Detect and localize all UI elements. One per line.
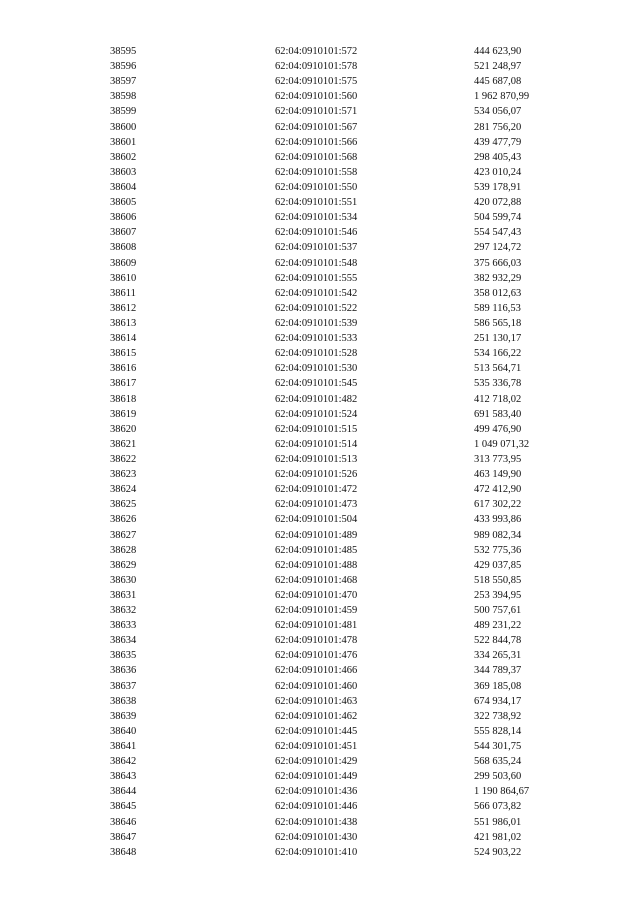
row-number: 38630 [110,574,137,586]
cadastral-value: 522 844,78 [474,635,522,647]
table-row [0,769,640,784]
cadastral-value: 334 265,31 [474,650,522,662]
row-number: 38615 [110,348,137,360]
table-row [0,648,640,663]
cadastral-number: 62:04:0910101:481 [275,620,358,632]
cadastral-number: 62:04:0910101:489 [275,529,358,541]
row-number: 38608 [110,242,137,254]
cadastral-value: 539 178,91 [474,181,522,193]
table-row [0,240,640,255]
cadastral-value: 551 986,01 [474,816,522,828]
cadastral-number: 62:04:0910101:537 [275,242,358,254]
cadastral-number: 62:04:0910101:463 [275,695,358,707]
table-row [0,376,640,391]
cadastral-value: 1 962 870,99 [474,91,530,103]
cadastral-value: 500 757,61 [474,605,522,617]
cadastral-value: 375 666,03 [474,257,522,269]
cadastral-value: 504 599,74 [474,212,522,224]
cadastral-value: 472 412,90 [474,484,522,496]
table-row [0,543,640,558]
row-number: 38603 [110,166,137,178]
row-number: 38599 [110,106,137,118]
cadastral-number: 62:04:0910101:546 [275,227,358,239]
table-row [0,467,640,482]
table-row [0,588,640,603]
table-row [0,845,640,860]
table-row [0,482,640,497]
row-number: 38606 [110,212,137,224]
table-row [0,422,640,437]
row-number: 38629 [110,559,137,571]
table-row [0,392,640,407]
cadastral-number: 62:04:0910101:472 [275,484,358,496]
table-row [0,603,640,618]
cadastral-value: 463 149,90 [474,469,522,481]
cadastral-value: 1 049 071,32 [474,438,530,450]
cadastral-number: 62:04:0910101:429 [275,756,358,768]
row-number: 38633 [110,620,137,632]
cadastral-number: 62:04:0910101:568 [275,151,358,163]
cadastral-value: 518 550,85 [474,574,522,586]
cadastral-number: 62:04:0910101:449 [275,771,358,783]
cadastral-value: 421 981,02 [474,831,522,843]
cadastral-value: 412 718,02 [474,393,522,405]
cadastral-number: 62:04:0910101:488 [275,559,358,571]
table-row [0,225,640,240]
table-row [0,754,640,769]
table-row [0,271,640,286]
cadastral-value: 524 903,22 [474,846,522,858]
cadastral-number: 62:04:0910101:446 [275,801,358,813]
cadastral-value: 589 116,53 [474,302,521,314]
table-row [0,573,640,588]
cadastral-value: 253 394,95 [474,589,522,601]
table-row [0,59,640,74]
table-row [0,830,640,845]
cadastral-number: 62:04:0910101:504 [275,514,358,526]
cadastral-value: 532 775,36 [474,544,522,556]
cadastral-number: 62:04:0910101:515 [275,423,358,435]
row-number: 38643 [110,771,137,783]
cadastral-value: 521 248,97 [474,61,522,73]
cadastral-value: 544 301,75 [474,741,522,753]
row-number: 38631 [110,589,137,601]
cadastral-value: 439 477,79 [474,136,522,148]
row-number: 38616 [110,363,137,375]
table-row [0,74,640,89]
cadastral-number: 62:04:0910101:514 [275,438,358,450]
cadastral-number: 62:04:0910101:430 [275,831,358,843]
cadastral-number: 62:04:0910101:462 [275,710,358,722]
cadastral-number: 62:04:0910101:555 [275,272,358,284]
cadastral-number: 62:04:0910101:566 [275,136,358,148]
table-row [0,799,640,814]
table-row [0,633,640,648]
row-number: 38647 [110,831,137,843]
table-row [0,361,640,376]
table-row [0,528,640,543]
cadastral-value: 535 336,78 [474,378,522,390]
cadastral-number: 62:04:0910101:551 [275,197,358,209]
cadastral-value: 586 565,18 [474,317,522,329]
row-number: 38618 [110,393,137,405]
cadastral-value: 445 687,08 [474,76,522,88]
row-number: 38634 [110,635,137,647]
cadastral-number: 62:04:0910101:460 [275,680,358,692]
cadastral-number: 62:04:0910101:526 [275,469,358,481]
row-number: 38639 [110,710,137,722]
table-row [0,165,640,180]
row-number: 38621 [110,438,137,450]
cadastral-number: 62:04:0910101:533 [275,333,358,345]
cadastral-value: 499 476,90 [474,423,522,435]
cadastral-number: 62:04:0910101:466 [275,665,358,677]
cadastral-value-table [0,44,640,860]
cadastral-value: 297 124,72 [474,242,522,254]
cadastral-number: 62:04:0910101:578 [275,61,358,73]
cadastral-value: 555 828,14 [474,725,522,737]
cadastral-value: 358 012,63 [474,287,522,299]
table-row [0,89,640,104]
cadastral-value: 423 010,24 [474,166,522,178]
cadastral-number: 62:04:0910101:548 [275,257,358,269]
cadastral-value: 554 547,43 [474,227,522,239]
row-number: 38628 [110,544,137,556]
cadastral-value: 420 072,88 [474,197,522,209]
cadastral-value: 429 037,85 [474,559,522,571]
cadastral-value: 313 773,95 [474,453,522,465]
row-number: 38620 [110,423,137,435]
table-row [0,694,640,709]
row-number: 38617 [110,378,137,390]
row-number: 38609 [110,257,137,269]
cadastral-value: 433 993,86 [474,514,522,526]
row-number: 38641 [110,741,137,753]
cadastral-value: 568 635,24 [474,756,522,768]
row-number: 38600 [110,121,137,133]
cadastral-number: 62:04:0910101:550 [275,181,358,193]
table-row [0,120,640,135]
row-number: 38598 [110,91,137,103]
table-row [0,784,640,799]
table-row [0,331,640,346]
cadastral-value: 534 166,22 [474,348,522,360]
row-number: 38596 [110,61,137,73]
row-number: 38645 [110,801,137,813]
table-row [0,407,640,422]
table-row [0,316,640,331]
cadastral-number: 62:04:0910101:485 [275,544,358,556]
cadastral-number: 62:04:0910101:571 [275,106,358,118]
row-number: 38626 [110,514,137,526]
cadastral-value: 298 405,43 [474,151,522,163]
table-row [0,286,640,301]
cadastral-value: 344 789,37 [474,665,522,677]
row-number: 38648 [110,846,137,858]
table-row [0,256,640,271]
cadastral-number: 62:04:0910101:567 [275,121,358,133]
table-row [0,452,640,467]
row-number: 38614 [110,333,137,345]
row-number: 38644 [110,786,137,798]
table-row [0,195,640,210]
row-number: 38607 [110,227,137,239]
cadastral-value: 322 738,92 [474,710,522,722]
row-number: 38611 [110,287,136,299]
table-row [0,618,640,633]
cadastral-value: 1 190 864,67 [474,786,530,798]
row-number: 38602 [110,151,137,163]
cadastral-value: 617 302,22 [474,499,522,511]
cadastral-value: 534 056,07 [474,106,522,118]
row-number: 38623 [110,469,137,481]
cadastral-number: 62:04:0910101:575 [275,76,358,88]
cadastral-value: 281 756,20 [474,121,522,133]
table-row [0,104,640,119]
table-row [0,135,640,150]
cadastral-number: 62:04:0910101:528 [275,348,358,360]
table-row [0,44,640,59]
cadastral-value: 299 503,60 [474,771,522,783]
table-row [0,180,640,195]
row-number: 38638 [110,695,137,707]
row-number: 38635 [110,650,137,662]
cadastral-value: 989 082,34 [474,529,522,541]
cadastral-value: 489 231,22 [474,620,522,632]
cadastral-number: 62:04:0910101:445 [275,725,358,737]
cadastral-number: 62:04:0910101:545 [275,378,358,390]
cadastral-number: 62:04:0910101:451 [275,741,358,753]
cadastral-number: 62:04:0910101:410 [275,846,358,858]
table-row [0,679,640,694]
table-row [0,497,640,512]
cadastral-number: 62:04:0910101:530 [275,363,358,375]
cadastral-value: 444 623,90 [474,46,522,57]
cadastral-number: 62:04:0910101:524 [275,408,358,420]
cadastral-value: 674 934,17 [474,695,522,707]
table-row [0,663,640,678]
cadastral-value: 382 932,29 [474,272,522,284]
cadastral-value: 513 564,71 [474,363,522,375]
cadastral-number: 62:04:0910101:558 [275,166,358,178]
cadastral-number: 62:04:0910101:534 [275,212,358,224]
cadastral-number: 62:04:0910101:470 [275,589,358,601]
table-row [0,301,640,316]
cadastral-value: 566 073,82 [474,801,522,813]
row-number: 38613 [110,317,137,329]
row-number: 38627 [110,529,137,541]
row-number: 38610 [110,272,137,284]
cadastral-number: 62:04:0910101:459 [275,605,358,617]
table-row [0,210,640,225]
row-number: 38636 [110,665,137,677]
row-number: 38624 [110,484,137,496]
row-number: 38597 [110,76,137,88]
row-number: 38625 [110,499,137,511]
row-number: 38637 [110,680,137,692]
row-number: 38605 [110,197,137,209]
cadastral-value: 251 130,17 [474,333,522,345]
row-number: 38646 [110,816,137,828]
cadastral-number: 62:04:0910101:436 [275,786,358,798]
cadastral-number: 62:04:0910101:478 [275,635,358,647]
row-number: 38601 [110,136,137,148]
cadastral-number: 62:04:0910101:542 [275,287,358,299]
cadastral-number: 62:04:0910101:513 [275,453,358,465]
table-row [0,346,640,361]
row-number: 38632 [110,605,137,617]
cadastral-number: 62:04:0910101:476 [275,650,358,662]
row-number: 38604 [110,181,137,193]
cadastral-number: 62:04:0910101:482 [275,393,358,405]
table-row [0,150,640,165]
table-row [0,558,640,573]
table-row [0,512,640,527]
cadastral-value: 369 185,08 [474,680,522,692]
cadastral-number: 62:04:0910101:468 [275,574,358,586]
row-number: 38622 [110,453,137,465]
cadastral-number: 62:04:0910101:572 [275,46,358,57]
table-row [0,709,640,724]
cadastral-number: 62:04:0910101:560 [275,91,358,103]
table-row [0,815,640,830]
table-row [0,437,640,452]
row-number: 38642 [110,756,137,768]
row-number: 38640 [110,725,137,737]
cadastral-number: 62:04:0910101:473 [275,499,358,511]
cadastral-number: 62:04:0910101:539 [275,317,358,329]
table-row [0,724,640,739]
table-row [0,739,640,754]
cadastral-value: 691 583,40 [474,408,522,420]
row-number: 38612 [110,302,137,314]
cadastral-number: 62:04:0910101:522 [275,302,358,314]
row-number: 38619 [110,408,137,420]
cadastral-number: 62:04:0910101:438 [275,816,358,828]
row-number: 38595 [110,46,137,57]
